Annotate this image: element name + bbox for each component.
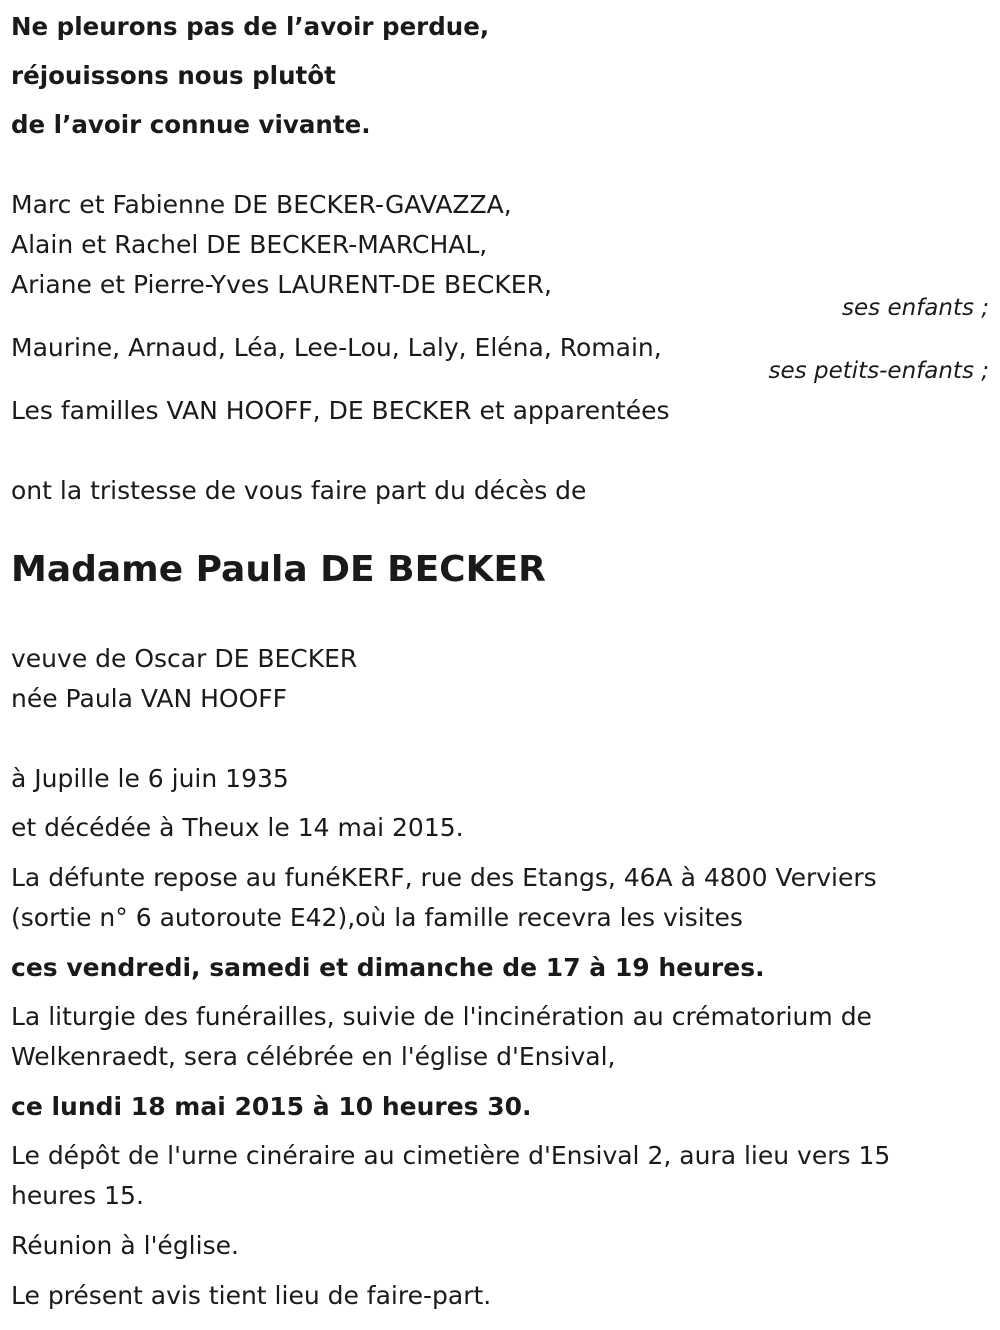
reunion-line: Réunion à l'église. [11,1231,239,1260]
birth-line: à Jupille le 6 juin 1935 [11,764,289,793]
visits-line: ces vendredi, samedi et dimanche de 17 à 19 heures. [11,953,765,982]
grandchildren-role: ses petits-enfants ; [768,358,989,384]
born-name-line: née Paula VAN HOOFF [11,684,288,713]
urn-line-1: Le dépôt de l'urne cinéraire au cimetière d'Ensival 2, aura lieu vers 15 [11,1141,891,1170]
announcement-line: ont la tristesse de vous faire part du décès de [11,476,587,505]
widow-of-line: veuve de Oscar DE BECKER [11,644,358,673]
poem-line-2: réjouissons nous plutôt [11,61,336,90]
grandchildren-line: Maurine, Arnaud, Léa, Lee-Lou, Laly, Eléna, Romain, [11,333,662,362]
poem-line-1: Ne pleurons pas de l’avoir perdue, [11,12,490,41]
child-line-1: Marc et Fabienne DE BECKER-GAVAZZA, [11,190,512,219]
repose-line-1: La défunte repose au funéKERF, rue des Etangs, 46A à 4800 Verviers [11,863,877,892]
liturgy-line-2: Welkenraedt, sera célébrée en l'église d'Ensival, [11,1042,616,1071]
urn-line-2: heures 15. [11,1181,144,1210]
families-line: Les familles VAN HOOFF, DE BECKER et apparentées [11,396,670,425]
deceased-name: Madame Paula DE BECKER [11,549,546,590]
children-role: ses enfants ; [842,295,989,321]
death-line: et décédée à Theux le 14 mai 2015. [11,813,464,842]
poem-line-3: de l’avoir connue vivante. [11,110,371,139]
child-line-3: Ariane et Pierre-Yves LAURENT-DE BECKER, [11,270,552,299]
child-line-2: Alain et Rachel DE BECKER-MARCHAL, [11,230,488,259]
ceremony-line: ce lundi 18 mai 2015 à 10 heures 30. [11,1092,532,1121]
repose-line-2: (sortie n° 6 autoroute E42),où la famille recevra les visites [11,903,743,932]
liturgy-line-1: La liturgie des funérailles, suivie de l'incinération au crématorium de [11,1002,872,1031]
closing-line: Le présent avis tient lieu de faire-part. [11,1281,492,1310]
